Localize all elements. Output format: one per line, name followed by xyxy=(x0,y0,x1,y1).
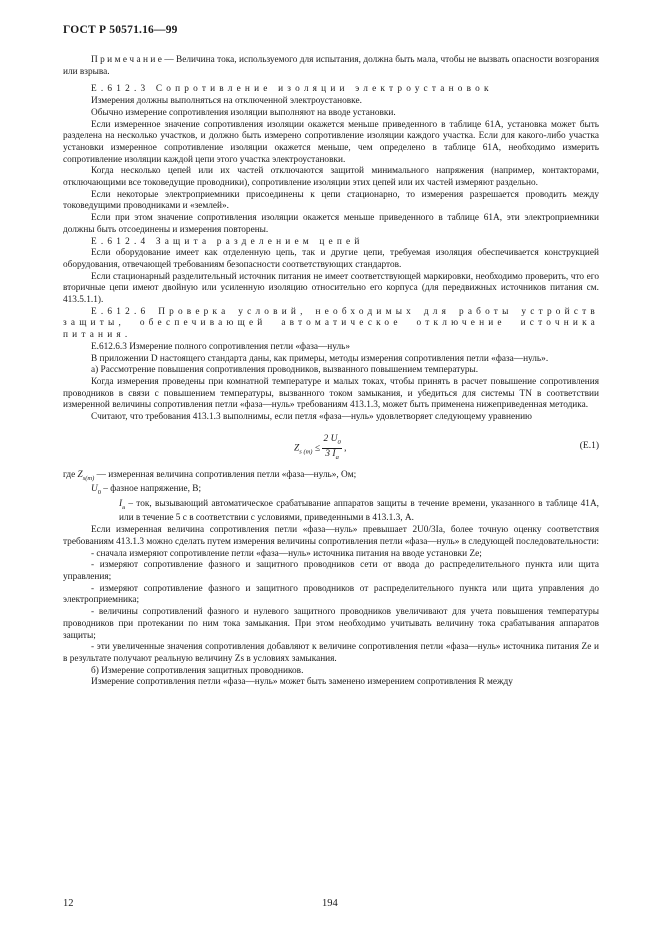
document-page xyxy=(63,24,599,689)
where-line-2: $U_0$ – фазное напряжение, В; xyxy=(91,484,202,497)
note-paragraph: П р и м е ч а н и е — Величина тока, используемого для испытания, должна быть мала, чтобы не вызвать опасности возгорания или взрыва. xyxy=(63,55,599,77)
paragraph: Обычно измерение сопротивления изоляции выполняют на вводе установки. xyxy=(91,107,396,118)
list-item: - сначала измеряют сопротивление петли «фаза—нуль» источника питания на вводе установки Ze; xyxy=(91,548,482,559)
formula-e1 xyxy=(63,424,599,470)
paragraph: Если измеренная величина сопротивления петли «фаза—нуль» превышает 2U0/3Ia, более точную оценку соответствия требованиям 413.1.3 можно сделать путем измерения величины сопротивления петли «фаза—нуль» в следующей последовательности: xyxy=(63,525,599,547)
section-612-6-3-title: Е.612.6.3 Измерение полного сопротивления петли «фаза—нуль» xyxy=(91,341,351,352)
where-line-3: $I_a$ – ток, вызывающий автоматическое срабатывание аппаратов защиты в течение времени, указанного в таблице 41А, или в течение 5 с в соответствии с условиями, приведенными в 413.1.3, А. xyxy=(119,498,599,524)
page-number-center: 194 xyxy=(322,898,338,909)
section-612-6-title: Е.612.6 Проверка условий, необходимых для работы устройств защиты, обеспечивающей автоматическое отключение источника питания. xyxy=(63,306,599,341)
formula-number: (Е.1) xyxy=(579,440,599,451)
section-612-4-title: Е.612.4 Защита разделением цепей xyxy=(91,236,364,247)
paragraph: Когда несколько цепей или их частей отключаются защитой минимального напряжения (например, контакторами, отключающими все токоведущие проводники), сопротивление изоляции этих цепей или их частей измеряют раздельно. xyxy=(63,166,599,189)
paragraph: Измерения должны выполняться на отключенной электроустановке. xyxy=(91,96,362,107)
item-a-heading: а) Рассмотрение повышения сопротивления проводников, вызванного повышением температуры. xyxy=(91,365,479,376)
item-b-heading: б) Измерение сопротивления защитных проводников. xyxy=(91,665,304,676)
paragraph: Считают, что требования 413.1.3 выполнимы, если петля «фаза—нуль» удовлетворяет следующему уравнению xyxy=(91,412,533,423)
paragraph: В приложении D настоящего стандарта даны, как примеры, методы измерения сопротивления петли «фаза—нуль». xyxy=(91,353,549,364)
paragraph: Если стационарный разделительный источник питания не имеет соответствующей маркировки, необходимо проверить, что его вторичные цепи имеют двойную или усиленную изоляцию относительно его корпуса (для передвижных источников питания см. 413.5.1.1). xyxy=(63,271,599,306)
paragraph: Если некоторые электроприемники присоединены к цепи стационарно, то измерения разрешается проводить между токоведущими проводниками и «землей». xyxy=(63,189,599,212)
list-item: - измеряют сопротивление фазного и защитного проводников от распределительного пункта или щита управления до электроприемника; xyxy=(63,583,599,606)
paragraph: Когда измерения проведены при комнатной температуре и малых токах, чтобы принять в расчет повышение сопротивления проводников в связи с повышением температуры, вызванного током замыкания, и убедиться для системы TN в соответствии измеренной величины сопротивления петли «фаза—нуль» требованиям 413.1.3, может быть применена нижеприведенная методика. xyxy=(63,376,599,411)
formula-fraction: $\frac{2 U_0}{3 I_a}$ xyxy=(323,433,341,461)
paragraph: Измерение сопротивления петли «фаза—нуль» может быть заменено измерением сопротивления R между xyxy=(91,677,513,688)
section-612-3-title: Е.612.3 Сопротивление изоляции электроустановок xyxy=(91,84,493,95)
list-item: - величины сопротивлений фазного и нулевого защитного проводников увеличивают для учета повышения температуры проводников при протекании по ним тока замыкания. При этом необходимо учитывать величину тока срабатывания аппаратов защиты; xyxy=(63,607,599,641)
paragraph: Если при этом значение сопротивления изоляции окажется меньше приведенного в таблице 61А, эти электроприемники должны быть отсоединены и измерения повторены. xyxy=(63,213,599,235)
list-item: - эти увеличенные значения сопротивления добавляют к величине сопротивления петли «фаза—нуль» источника питания Ze и в результате получают реальную величину Zs в условиях замыкания. xyxy=(63,642,599,664)
paragraph: Если оборудование имеет как отделенную цепь, так и другие цепи, требуемая изоляция обеспечивается конструкцией оборудования, отвечающей требованиям безопасности соответствующих стандартов. xyxy=(63,248,599,270)
page-number-left: 12 xyxy=(63,898,74,909)
document-header: ГОСТ Р 50571.16—99 xyxy=(63,24,178,36)
list-item: - измеряют сопротивление фазного и защитного проводников сети от ввода до распределительного пункта или щита управления; xyxy=(63,560,599,582)
paragraph: Если измеренное значение сопротивления изоляции окажется меньше приведенного в таблице 61А, установка может быть разделена на несколько участков, и должно быть измерено сопротивление изоляции каждого участка. Если для какого-либо участка установки измеренное сопротивление изоляции окажется меньше, чем определено в таблице 61А, необходимо измерить сопротивление изоляции каждой цепи этого участка электроустановки. xyxy=(63,119,599,165)
formula-expression: $Z_{s (m)}$ ≤ $\frac{2 U_0}{3 I_a}$ , xyxy=(294,433,347,461)
where-line-1: где $Z_{s(m)}$ — измеренная величина сопротивления петли «фаза—нуль», Ом; xyxy=(63,469,357,482)
